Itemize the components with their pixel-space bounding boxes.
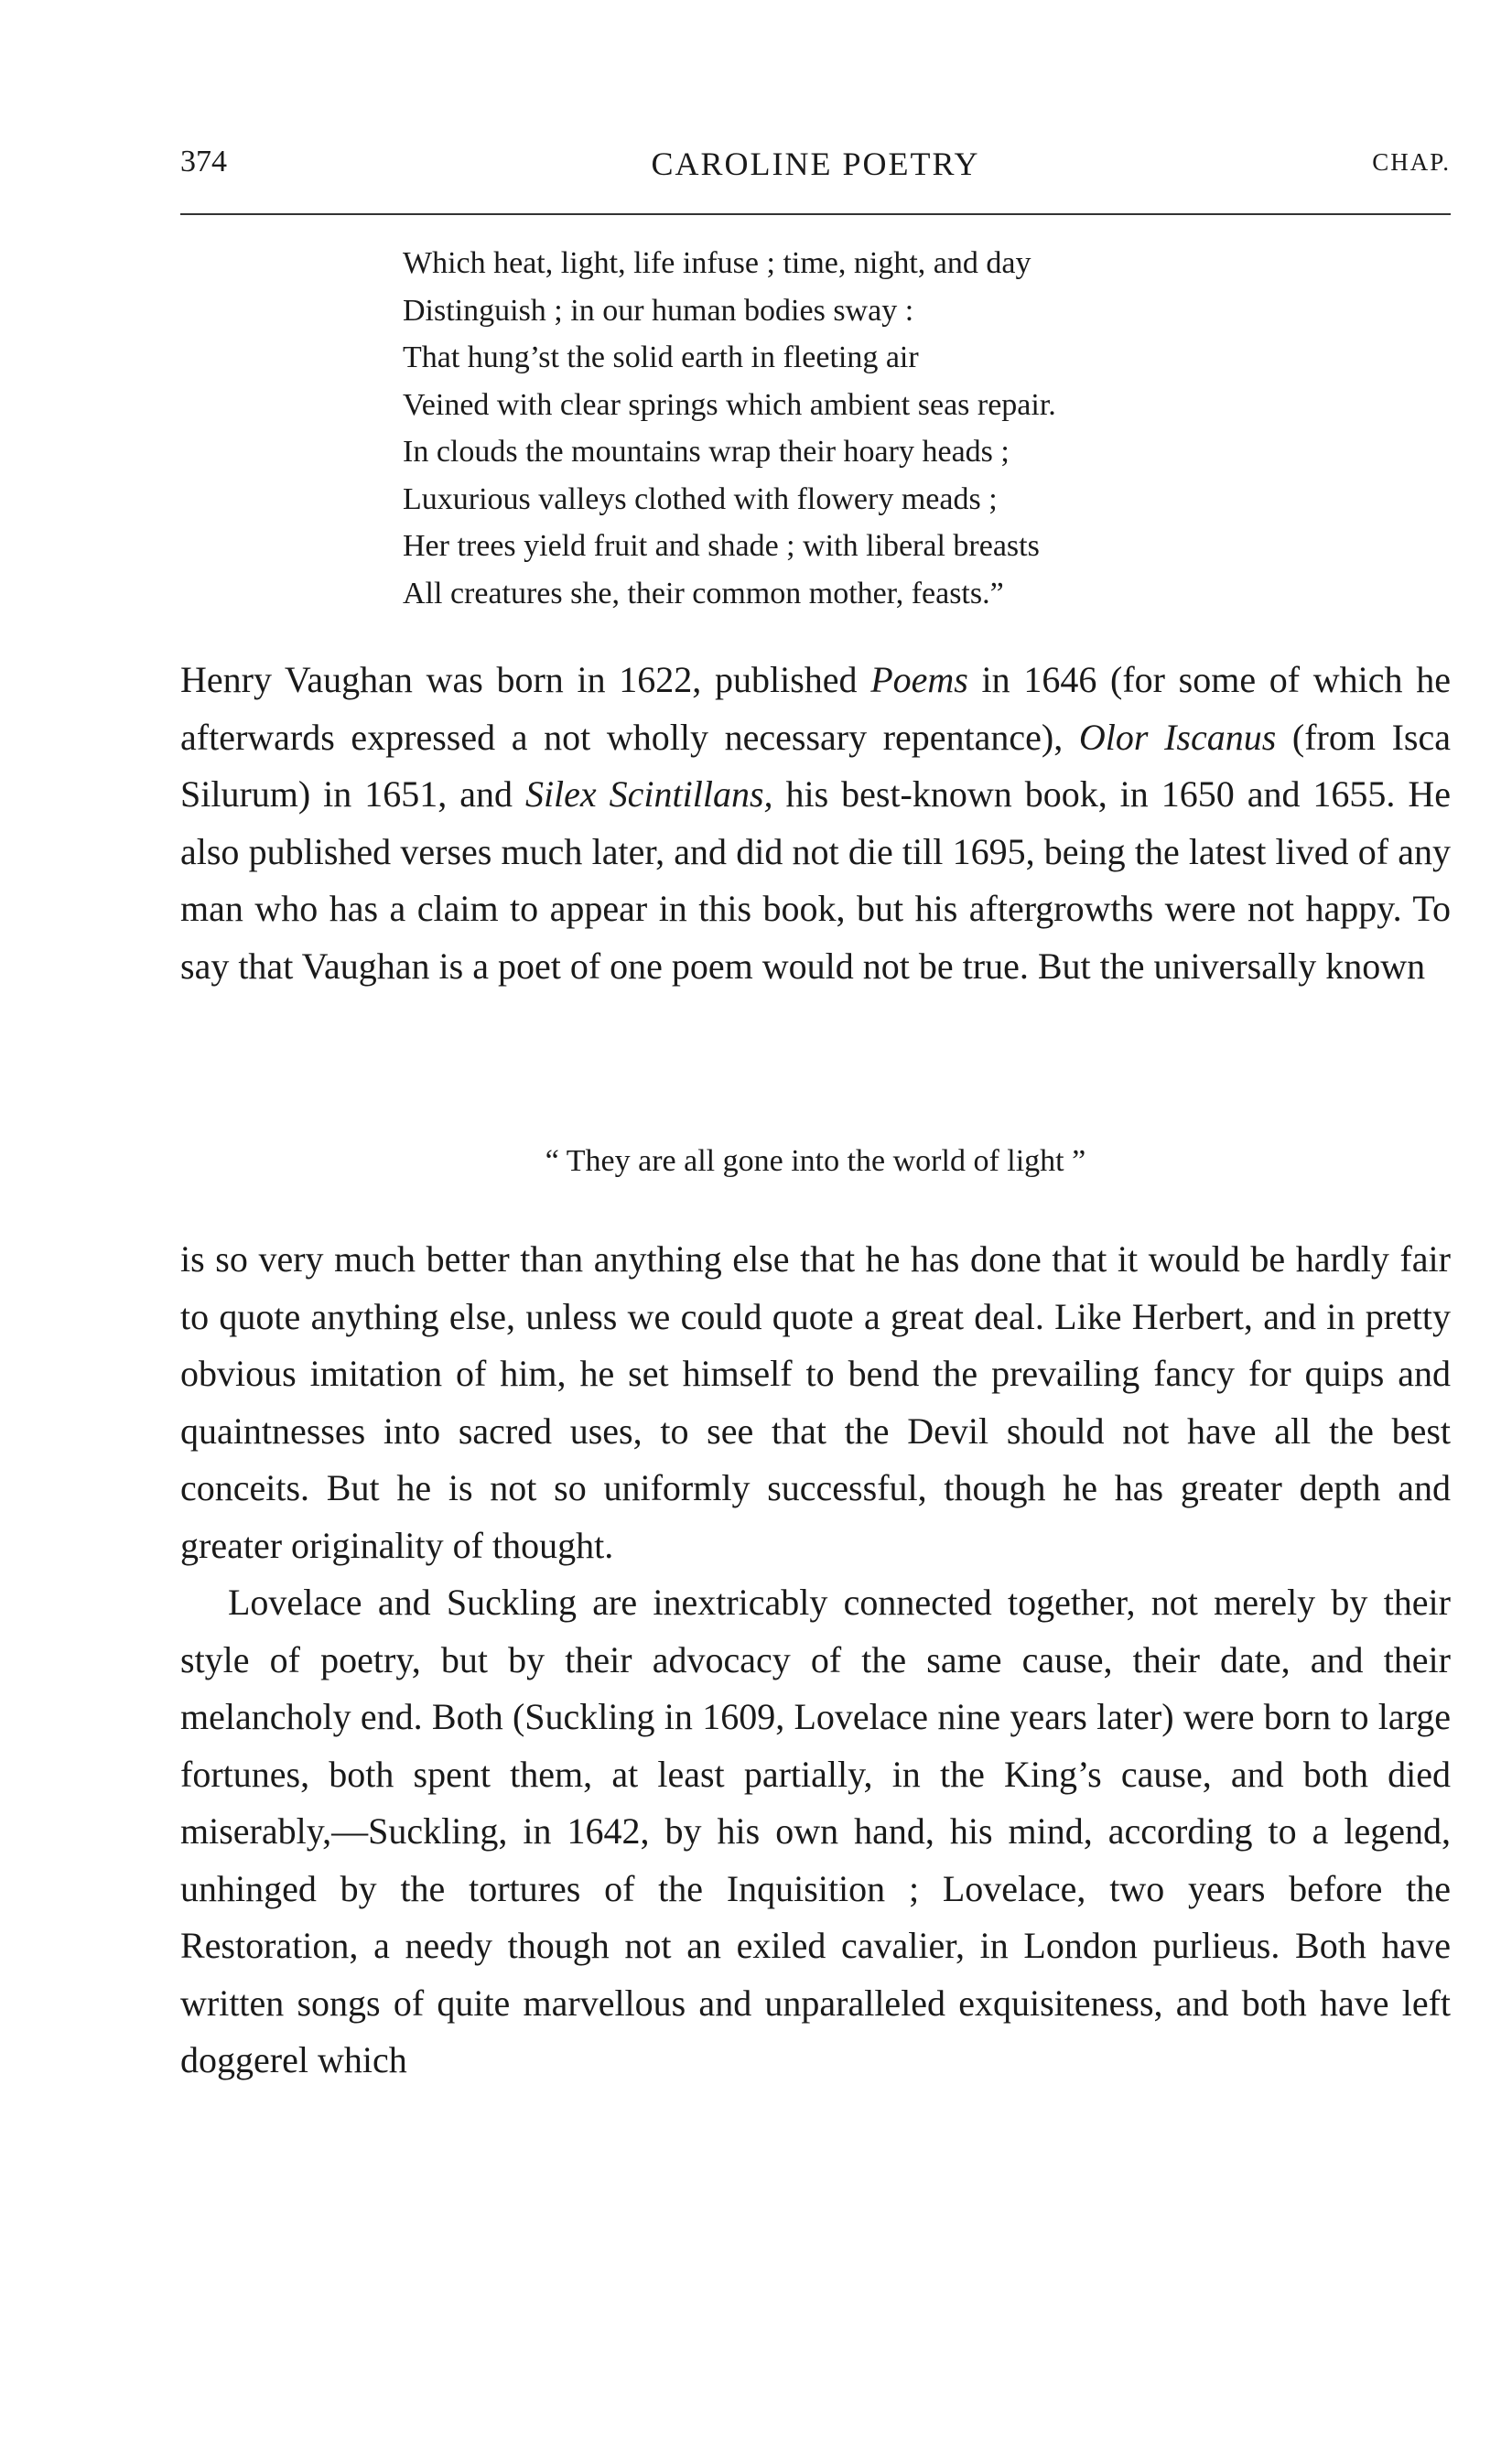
body-text (180, 1231, 1451, 2090)
text-run: his best-known book, in 1650 and 1655. He also published verses much later, and did not die till 1695, being the latest lived of any man who has a claim to appear in this book, but his aftergrowths were not happy. To say that Vaughan is a poet of one poem would not be true. But the universally known (180, 773, 1452, 987)
verse-line: Veined with clear springs which ambient seas repair. (403, 387, 1056, 422)
page-header (180, 145, 1451, 201)
page-number: 374 (180, 145, 227, 178)
verse-line: Distinguish ; in our human bodies sway : (403, 293, 914, 328)
book-title: Silex Scintillans, (524, 773, 773, 815)
quoted-line: “ They are all gone into the world of light ” (545, 1144, 1086, 1178)
header-rule (180, 213, 1451, 215)
verse-quotation (403, 240, 1428, 617)
verse-line: In clouds the mountains wrap their hoary heads ; (403, 435, 1010, 469)
book-title: Poems (870, 659, 968, 700)
paragraph-vaughan (180, 652, 1451, 995)
paragraph-continuation: is so very much better than anything else that he has done that it would be hardly fair to quote anything else, unless we could quote a great deal. Like Herbert, and in pretty obvious imitation of him, he set himself to bend the prevailing fancy for quips and quaintnesses into sacred uses, to see that the Devil should not have all the best conceits. But he is not so uniformly successful, though he has greater depth and greater originality of thought. (180, 1238, 1451, 1566)
verse-line: That hung’st the solid earth in fleeting air (403, 340, 919, 374)
verse-line: Luxurious valleys clothed with flowery meads ; (403, 481, 998, 516)
text-run: Henry Vaughan was born in 1622, published (180, 659, 871, 700)
running-title: CAROLINE POETRY (651, 146, 980, 182)
text-run: in 1646 (for some of which he afterwards expressed a not wholly necessary repentance), (180, 659, 1451, 758)
verse-line: Which heat, light, life infuse ; time, night, and day (403, 246, 1031, 280)
text-run: (from Isca Silurum) in 1651, and (180, 716, 1452, 815)
verse-line: Her trees yield fruit and shade ; with liberal breasts (403, 529, 1040, 563)
verse-line: All creatures she, their common mother, feasts.” (403, 576, 1004, 610)
book-title: Olor Iscanus (1078, 716, 1277, 758)
paragraph-lovelace-suckling: Lovelace and Suckling are inextricably connected together, not merely by their style of poetry, but by their advocacy of the same cause, their date, and their melancholy end. Both (Suckling in 1609, Lovelace nine years later) were born to large fortunes, both spent them, at least partially, in the King’s cause, and both died miserably,—Suckling, in 1642, by his own hand, his mind, according to a legend, unhinged by the tortures of the Inquisition ; Lovelace, two years before the Restoration, a needy though not an exiled cavalier, in London purlieus. Both have written songs of quite marvellous and unparalleled exquisiteness, and both have left doggerel which (180, 1582, 1451, 2080)
chapter-label: CHAP. (1372, 148, 1451, 176)
paragraph-text (180, 652, 1451, 995)
